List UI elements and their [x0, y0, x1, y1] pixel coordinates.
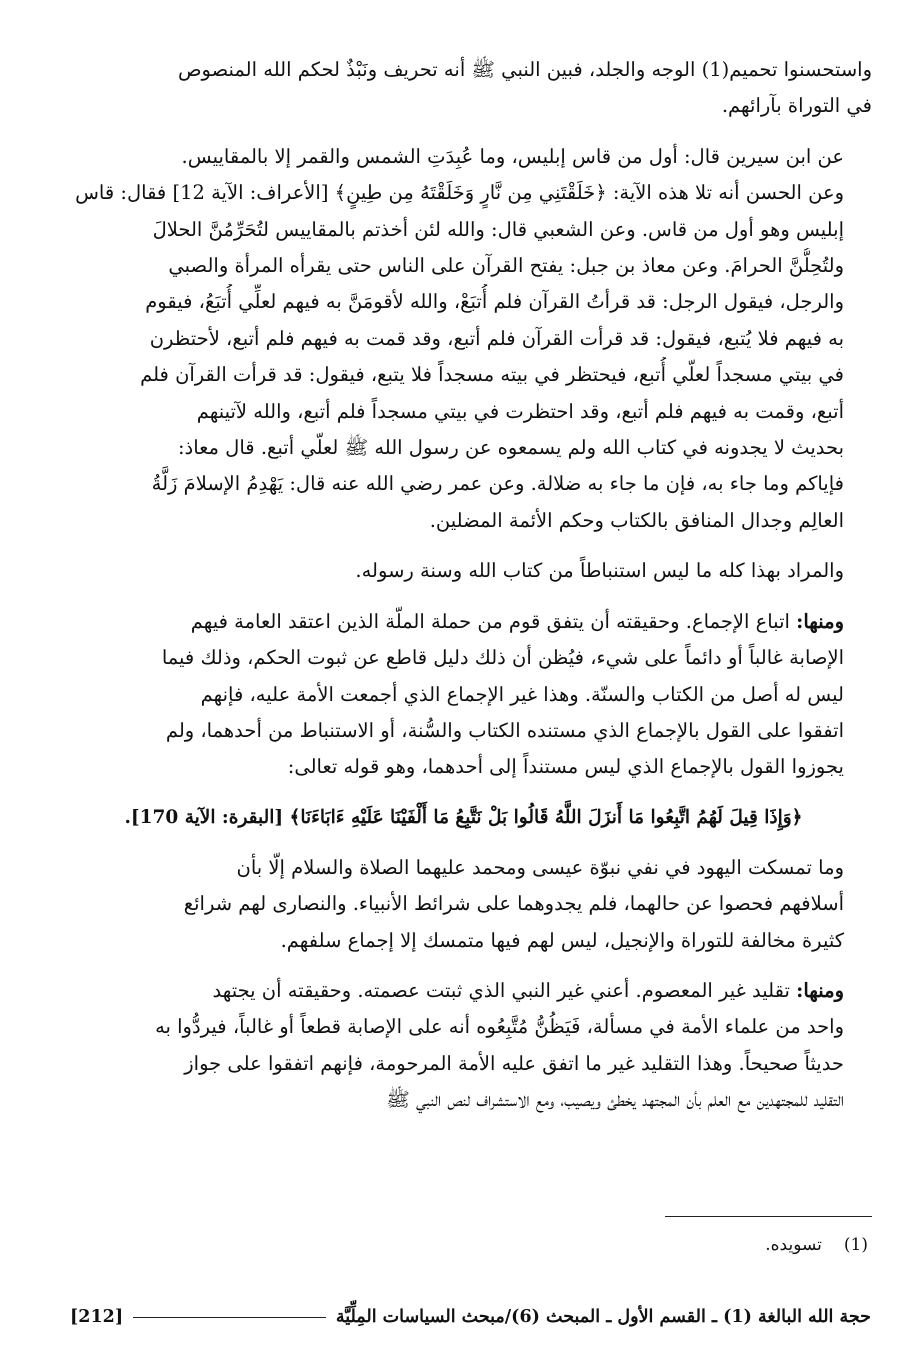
text-line: به فيهم فلا يُتبع، فيقول: قد قرأت القرآن فلم أتبع، وقد قمت به فيهم فلم أتبع، لأحتظرن	[149, 326, 844, 350]
text-line: أتبع، وقمت به فيهم فلم أتبع، وقد احتظرت في بيتي مسجداً فلم أتبع، والله لآتينهم	[196, 399, 844, 423]
paragraph-1	[55, 52, 872, 125]
paragraph-4	[55, 604, 872, 786]
footnote-number: (1)	[843, 1235, 868, 1255]
text-line: العالِم وجدال المنافق بالكتاب وحكم الأئمة المضلين.	[429, 508, 844, 532]
running-title: حجة الله البالغة (1) ـ القسم الأول ـ المبحث (6)/مبحث السياسات المِلِّيَّة	[335, 1307, 871, 1327]
text-line	[55, 973, 872, 1009]
text-line: ليس له أصل من الكتاب والسنّة. وهذا غير الإجماع الذي أجمعت الأمة عليه، فإنهم	[200, 682, 844, 706]
running-footer	[70, 1302, 871, 1332]
text-line: كثيرة مخالفة للتوراة والإنجيل، ليس لهم فيها متمسك إلا إجماع سلفهم.	[280, 928, 844, 952]
text-run: تقليد غير المعصوم. أعني غير النبي الذي ثبتت عصمته. وحقيقته أن يجتهد	[212, 978, 790, 1002]
footnote-text: تسويده.	[765, 1235, 822, 1255]
text-line	[55, 604, 872, 640]
text-line: الإصابة غالباً أو دائماً على شيء، فيُظن أن ذلك دليل قاطع عن ثبوت الحكم، وذلك فيما	[161, 646, 844, 670]
paragraph-2	[55, 139, 872, 539]
text-line: إبليس وهو أول من قاس. وعن الشعبي قال: والله لئن أخذتم بالمقاييس لتُحَرِّمُنَّ الحلالَ	[152, 217, 844, 241]
text-line: في التوراة بآرائهم.	[721, 94, 872, 118]
text-line: والمراد بهذا كله ما ليس استنباطاً من كتاب الله وسنة رسوله.	[355, 559, 844, 583]
paragraph-3	[55, 553, 872, 589]
text-run: اتباع الإجماع. وحقيقته أن يتفق قوم من حملة الملّة الذين اعتقد العامة فيهم	[190, 609, 790, 633]
footnote-divider	[665, 1216, 872, 1217]
text-line: واستحسنوا تحميم(1) الوجه والجلد، فبين النبي ﷺ أنه تحريف ونَبْذٌ لحكم الله المنصوص	[177, 58, 872, 81]
footer-rule	[133, 1317, 326, 1318]
text-line: بحديث لا يجدونه في كتاب الله ولم يسمعوه عن رسول الله ﷺ لعلّي أتبع. قال معاذ:	[177, 436, 844, 460]
quran-verse: ﴿وَإِذَا قِيلَ لَهُمُ اتَّبِعُوا مَا أَنزَلَ اللَّهُ قَالُوا بَلْ نَتَّبِعُ مَا أَلْفَيْنَا عَلَيْهِ ءَابَاءَنَا﴾ [البقرة: الآية 170].	[124, 806, 803, 828]
footnote	[765, 1232, 868, 1258]
text-line: وما تمسكت اليهود في نفي نبوّة عيسى ومحمد عليهما الصلاة والسلام إلّا بأن	[236, 855, 844, 879]
text-line: والرجل، فيقول الرجل: قد قرأتُ القرآن فلم أُتبَعْ، والله لأقومَنَّ به فيهم لعلِّي أُتبَعُ، فيقوم	[145, 290, 844, 314]
paragraph-5	[55, 850, 872, 959]
text-line: عن ابن سيرين قال: أول من قاس إبليس، وما عُبِدَتِ الشمس والقمر إلا بالمقاييس.	[181, 144, 844, 168]
page-body	[55, 52, 872, 1133]
section-lead: ومنها:	[796, 978, 844, 1002]
paragraph-6	[55, 973, 872, 1119]
text-line: التقليد للمجتهدين مع العلم بأن المجتهد يخطئ ويصيب، ومع الاستشراف لنص النبي ﷺ	[386, 1088, 844, 1112]
page-number: [212]	[70, 1307, 124, 1327]
text-line: وعن الحسن أنه تلا هذه الآية: ﴿خَلَقْتَنِي مِن نَّارٍ وَخَلَقْتَهُ مِن طِينٍ﴾ [الأعراف: الآية 12] فقال: قاس	[75, 181, 844, 205]
text-line: أسلافهم فحصوا عن حالهما، فلم يجدوهما على شرائط الأنبياء. والنصارى لهم شرائع	[183, 892, 844, 916]
text-line: فإياكم وما جاء به، فإن ما جاء به ضلالة. وعن عمر رضي الله عنه قال: يَهْدِمُ الإسلامَ زَلَّةُ	[151, 472, 844, 496]
text-line: في بيتي مسجداً لعلّي أُتبع، فيحتظر في بيته مسجداً فلا يتبع، فيقول: قد قرأت القرآن فلم	[140, 363, 844, 387]
text-line: واحد من علماء الأمة في مسألة، فَيَظُنُّ مُتَّبِعُوه أنه على الإصابة قطعاً أو غالباً، فيردُّوا به	[155, 1015, 844, 1039]
text-line: اتفقوا على القول بالإجماع الذي مستنده الكتاب والسُّنة، أو الاستنباط من أحدهما، ولم	[165, 718, 844, 742]
text-line: حديثاً صحيحاً. وهذا التقليد غير ما اتفق عليه الأمة المرحومة، فإنهم اتفقوا على جواز	[184, 1051, 844, 1075]
text-line: ولتُحِلُّنَّ الحرامَ. وعن معاذ بن جبل: يفتح القرآن على الناس حتى يقرأه المرأة والصبي	[168, 254, 844, 278]
section-lead: ومنها:	[796, 609, 844, 633]
text-line: يجوزوا القول بالإجماع الذي ليس مستنداً إلى أحدهما، وهو قوله تعالى:	[287, 755, 844, 779]
